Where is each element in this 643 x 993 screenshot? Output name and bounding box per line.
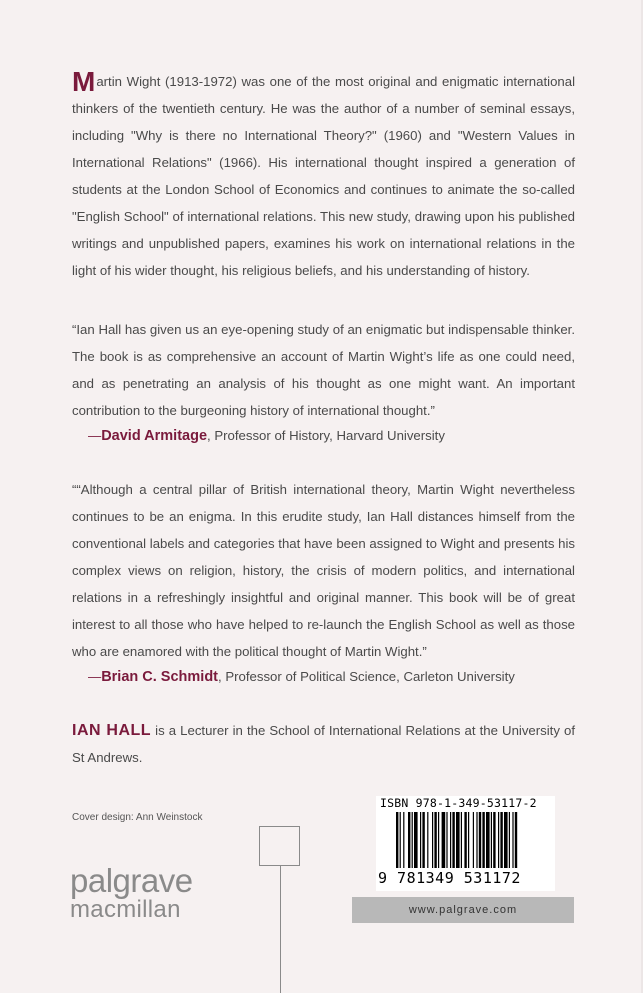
- barcode-bar: [491, 812, 492, 868]
- barcode-bar: [400, 812, 401, 868]
- barcode: [376, 796, 555, 891]
- logo-square-mark: [259, 826, 300, 866]
- barcode-bar: [434, 812, 436, 868]
- logo-vertical-line: [280, 866, 281, 993]
- barcode-bar: [412, 812, 413, 868]
- barcode-bar: [479, 812, 481, 868]
- barcode-bar: [452, 812, 454, 868]
- barcode-bar: [414, 812, 418, 868]
- barcode-bar: [504, 812, 508, 868]
- book-description: [72, 68, 575, 284]
- barcode-bar: [396, 812, 398, 868]
- barcode-digits: 9 781349 531172: [378, 869, 521, 887]
- barcode-bar: [512, 812, 513, 868]
- barcode-bar: [500, 812, 502, 868]
- barcode-bar: [450, 812, 451, 868]
- barcode-bar: [456, 812, 460, 868]
- barcode-bar: [420, 812, 421, 868]
- author-bio-text: is a Lecturer in the School of International Relations at the University of St Andrews.: [72, 723, 576, 765]
- barcode-bar: [461, 812, 462, 868]
- publisher-logo-line2: macmillan: [70, 896, 181, 923]
- barcode-bar: [446, 812, 447, 868]
- endorsement-quote-2: ““Although a central pillar of British international theory, Martin Wight nevertheless continues to be an enigma. In this erudite study, Ian Hall distances himself from the conventional labels and categories that have been assigned to Wight and presents his complex views on religion, history, the crisis of modern politics, and international relations in a refreshingly insightful and original manner. This book will be of great interest to all those who have helped to re-launch the English School as well as those who are enamored with the political thought of Martin Wight.”: [72, 482, 575, 659]
- barcode-bar: [476, 812, 477, 868]
- barcode-bar: [427, 812, 428, 868]
- isbn-label: ISBN 978-1-349-53117-2: [380, 796, 537, 810]
- author-name: IAN HALL: [72, 722, 152, 739]
- attribution-dash: —: [88, 428, 102, 443]
- barcode-bar: [442, 812, 446, 868]
- endorser-affiliation: , Professor of History, Harvard University: [207, 428, 445, 443]
- barcode-bar: [498, 812, 499, 868]
- barcode-bar: [515, 812, 517, 868]
- cover-credit: Cover design: Ann Weinstock: [72, 812, 203, 823]
- barcode-bar: [408, 812, 410, 868]
- publisher-logo: [70, 864, 193, 922]
- attribution-dash: —: [88, 669, 102, 684]
- drop-cap: M: [72, 66, 96, 97]
- barcode-bar: [403, 812, 404, 868]
- barcode-bar: [482, 812, 484, 868]
- endorsement-quote-1: “Ian Hall has given us an eye-opening study of an enigmatic but indispensable thinker. The book is as comprehensive an account of Martin Wight’s life as one could need, and as penetrating an analysis of his thought as one might want. An important contribution to the burgeoning history of international thought.”: [72, 322, 575, 418]
- description-text: artin Wight (1913-1972) was one of the most original and enigmatic international thinkers of the twentieth century. He was the author of a number of seminal essays, including "Why is there no International Theory?" (1960) and "Western Values in International Relations" (1966). His international thought inspired a generation of students at the London School of Economics and continues to animate the so-called "English School" of international relations. This new study, drawing upon his published writings and unpublished papers, examines his work on international relations in the light of his wider thought, his religious beliefs, and his understanding of history.: [72, 74, 575, 278]
- publisher-logo-line1: palgrave: [70, 862, 193, 899]
- barcode-bar: [509, 812, 510, 868]
- endorsement-attribution-1: [88, 422, 445, 450]
- barcode-bar: [422, 812, 424, 868]
- endorser-affiliation: , Professor of Political Science, Carleton University: [218, 669, 515, 684]
- endorser-name: Brian C. Schmidt: [101, 669, 219, 685]
- endorser-name: David Armitage: [101, 428, 208, 444]
- barcode-bar: [464, 812, 466, 868]
- barcode-bar: [438, 812, 439, 868]
- barcode-bar: [473, 812, 474, 868]
- barcode-bar: [486, 812, 490, 868]
- endorsement-attribution-2: [88, 663, 515, 691]
- publisher-url: www.palgrave.com: [352, 897, 574, 923]
- barcode-bar: [493, 812, 495, 868]
- barcode-bar: [468, 812, 469, 868]
- author-bio: [72, 717, 575, 771]
- barcode-bar: [432, 812, 433, 868]
